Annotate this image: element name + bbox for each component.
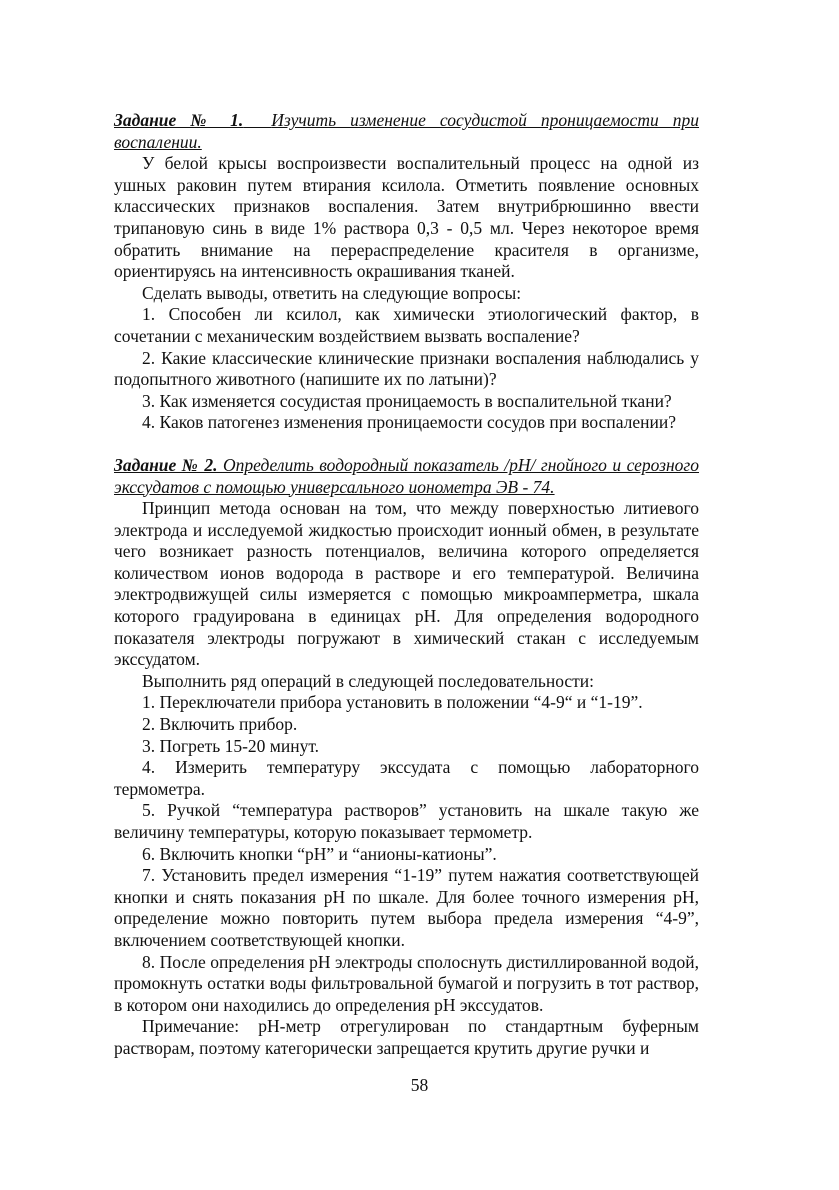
- task2-paragraph: Выполнить ряд операций в следующей последовательности:: [142, 670, 595, 691]
- task2-paragraph: Принцип метода основан на том, что между поверхностью литиевого электрода и исследуемой жидкостью происходит ионный обмен, в результате чего возникает разность потенциалов, величина которого определяется количеством ионов водорода в растворе и его температурой. Величина электродвижущей силы измеряется с помощью микроамперметра, шкала которого градуирована в единицах pH. Для определения водородного показателя электроды погружают в химический стакан с исследуемым экссудатом.: [114, 498, 699, 670]
- task1-question: 1. Способен ли ксилол, как химически этиологический фактор, в сочетании с механическим воздействием вызвать воспаление?: [114, 304, 699, 346]
- task2-step: 3. Погреть 15-20 минут.: [142, 735, 320, 756]
- task2-step: 7. Установить предел измерения “1-19” путем нажатия соответствующей кнопки и снять показания pH по шкале. Для более точного измерения pH, определение можно повторить путем выбора предела измерения “4-9”, включением соответствующей кнопки.: [114, 865, 699, 950]
- task2-label: Задание № 2.: [114, 454, 218, 475]
- task2-step: 4. Измерить температуру экссудата с помощью лабораторного термометра.: [114, 757, 699, 799]
- task2-heading: [114, 455, 699, 498]
- task1-question: 4. Каков патогенез изменения проницаемости сосудов при воспалении?: [142, 412, 677, 433]
- task1-title: Изучить изменение сосудистой проницаемости при воспалении.: [114, 110, 700, 152]
- task2-step: 8. После определения pH электроды сполоснуть дистиллированной водой, промокнуть остатки воды фильтровальной бумагой и погрузить в тот раствор, в котором они находились до определения pH экссудатов.: [114, 951, 699, 1015]
- task1-question: 3. Как изменяется сосудистая проницаемость в воспалительной ткани?: [142, 390, 672, 411]
- task1-heading: [114, 110, 699, 153]
- task1-label: Задание № 1.: [114, 110, 244, 130]
- task2-step: 1. Переключатели прибора установить в положении “4-9“ и “1-19”.: [142, 692, 643, 713]
- task1-paragraph: У белой крысы воспроизвести воспалительный процесс на одной из ушных раковин путем втирания ксилола. Отметить появление основных классических признаков воспаления. Затем внутрибрюшинно ввести трипановую синь в виде 1% раствора 0,3 - 0,5 мл. Через некоторое время обратить внимание на перераспределение красителя в организме, ориентируясь на интенсивность окрашивания тканей.: [114, 153, 699, 282]
- task2-step: 5. Ручкой “температура растворов” установить на шкале такую же величину температуры, которую показывает термометр.: [114, 800, 699, 842]
- task2-step: 6. Включить кнопки “pH” и “анионы-катионы”.: [142, 843, 497, 864]
- task2-title: Определить водородный показатель /pH/ гнойного и серозного экссудатов с помощью универсального ионометра ЭВ - 74.: [114, 454, 699, 497]
- task1-paragraph: Сделать выводы, ответить на следующие вопросы:: [142, 282, 522, 303]
- page-number: 58: [410, 1075, 429, 1095]
- task2-note: Примечание: pH-метр отрегулирован по стандартным буферным растворам, поэтому категорически запрещается крутить другие ручки и: [114, 1016, 699, 1058]
- task1-question: 2. Какие классические клинические признаки воспаления наблюдались у подопытного животного (напишите их по латыни)?: [114, 347, 699, 390]
- page-content: [114, 110, 699, 1060]
- task2-step: 2. Включить прибор.: [142, 714, 298, 735]
